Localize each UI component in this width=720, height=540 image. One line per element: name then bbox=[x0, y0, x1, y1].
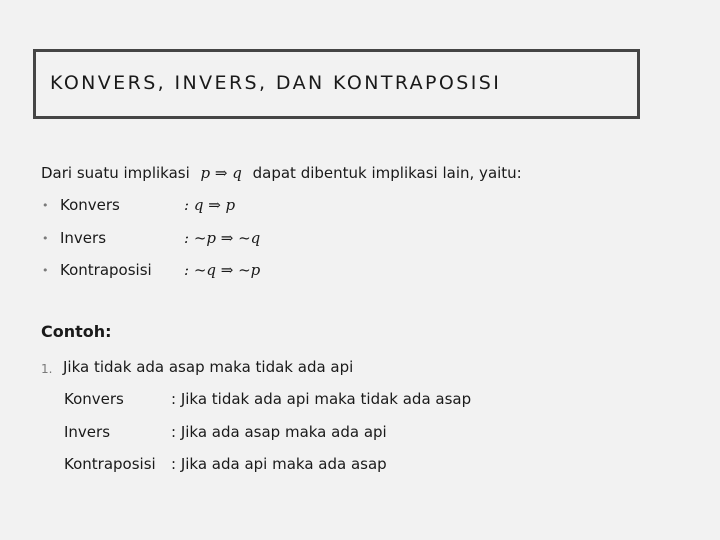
intro-formula: p ⇒ q bbox=[200, 164, 242, 182]
def-label-invers: Invers bbox=[60, 229, 107, 247]
example-label-invers: Invers bbox=[64, 423, 111, 441]
def-formula-kontraposisi: : ~q ⇒ ~p bbox=[184, 261, 261, 279]
slide-title: KONVERS, INVERS, DAN KONTRAPOSISI bbox=[50, 72, 502, 94]
example-text-kontraposisi: : Jika ada api maka ada asap bbox=[171, 455, 387, 473]
intro-before: Dari suatu implikasi bbox=[41, 164, 190, 182]
example-heading: Contoh: bbox=[41, 322, 112, 341]
example-label-konvers: Konvers bbox=[64, 390, 124, 408]
example-number: 1. bbox=[41, 362, 53, 376]
def-formula-invers: : ~p ⇒ ~q bbox=[184, 229, 261, 247]
bullet-icon: • bbox=[42, 264, 49, 277]
def-label-kontraposisi: Kontraposisi bbox=[60, 261, 152, 279]
example-text-konvers: : Jika tidak ada api maka tidak ada asap bbox=[171, 390, 472, 408]
intro-after: dapat dibentuk implikasi lain, yaitu: bbox=[252, 164, 522, 182]
example-label-kontraposisi: Kontraposisi bbox=[64, 455, 156, 473]
example-statement: Jika tidak ada asap maka tidak ada api bbox=[63, 358, 354, 376]
bullet-icon: • bbox=[42, 232, 49, 245]
def-label-konvers: Konvers bbox=[60, 196, 120, 214]
intro-line bbox=[41, 164, 522, 182]
example-text-invers: : Jika ada asap maka ada api bbox=[171, 423, 387, 441]
bullet-icon: • bbox=[42, 199, 49, 212]
def-formula-konvers: : q ⇒ p bbox=[184, 196, 236, 214]
